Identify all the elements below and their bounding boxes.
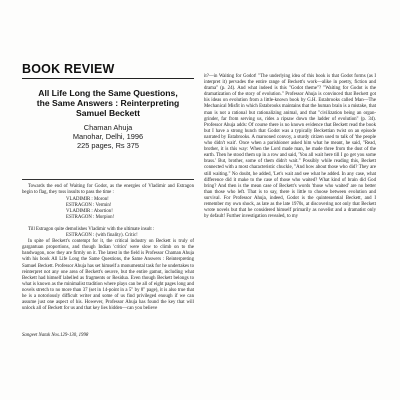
- book-author: Chaman Ahuja: [83, 122, 133, 132]
- intro-paragraph: [22, 184, 194, 196]
- book-publisher: Manohar, Delhi, 1996: [72, 131, 144, 141]
- right-column-text: it?—in Waiting for Godot! "The underlying idea of this book is that Godot forms (as I interpret it) pervades the entire range of Beckett's work—alike in poetry, fiction and drama" (p. 24). And what indeed is this "Godot theme"? "Waiting for Godot is the dramatization of the story of evolution." Professor Ahuja is convinced that Beckett got his ideas on evolution from a little-known book by G.H. Estabrooks called Man—The Mechanical Misfit in which Estabrooks maintains that the human brain is a mistake, that man is not a rational but rationalizing animal, and that "civilization being an organ-grinder, far from serving us, rides a ripsaw down the ladder of evolution" (p. 34). Professor Ahuja adds: Of course there is no known evidence that Beckett read the book but I have a strong hunch that Godot was a typically Beckettian twist on an episode narrated by Estabrooks. A marooned convoy, a sturdy citizen used to talk of 'the people who didn't wait'. Once when a parishioner asked him what he meant, he said, "Read, brother, it is this way: When the Lord made man, he made three from the dust of the earth. Then he stood them up in a row and said, 'You all wait here till I go get you some brass.' But, brother, some of them didn't wait." Possibly while reading this, Beckett connected with a most characteristic chuckle, "And how about those who did? They are still waiting." No doubt, he added, 'Let's wait and see what he added. In any case, what difference did it make to the case of those who waited? What kind of brain did God bring? And then is the mean case of Beckett's words 'those who waited' are no better than those who left. That is to say, there is little to choose between evolution and survival. For Professor Ahuja, indeed, Godot is the quintessential Beckett, and I remember my own shock, as late as the late 1970s, at discovering not only that Beckett wrote novels but that he considered himself primarily as novelist and a dramatist only by default! Further investigation revealed, to my: [204, 74, 376, 220]
- dialogue-line: ESTRAGON : Morpion!: [66, 215, 115, 221]
- book-title: All Life Long the Same Questions, the Same Answers : Reinterpreting Samuel Beckett: [36, 88, 180, 119]
- footer-citation: Sangeet Natak Nos.129-130, 1998: [22, 333, 89, 338]
- book-details-box: [22, 82, 194, 180]
- crushing-line: ESTRAGON : (with finality). Critic!: [66, 233, 138, 239]
- right-column: [204, 74, 376, 220]
- body-paragraph: In spite of Beckett's contempt for it, the critical industry on Beckett is truly of gargantuan proportions, and though Indian 'critics' were slow to climb on to the bandwagon, now they are firmly on it. The latest in the field is Professor Chaman Ahuja with his book All Life Long the Same Questions, the Same Answers : Reinterpreting Samuel Beckett. Professor Ahuja has set himself a monumental task for he undertakes to reinterpret not any one area of Beckett's oeuvre, but the entire gamut, including what Beckett had himself labelled as fragments or Residua. Even though Beckett belongs to what is known as the minimalist tradition where plays can be all of eight pages long and novels stretch to no more than 37 (set in 14-point in a 5" by 8" page), it is also true that he is a notoriously difficult writer and some of us find privileged enough if we can assume just one aspect of his. However, Professor Ahuja has found the key that will unlock all of Beckett for us and that key lies hidden—can you believe: [22, 239, 194, 312]
- left-column-body: [22, 227, 194, 312]
- dialogue-line: ESTRAGON : Vermin!: [66, 203, 112, 209]
- dialogue-line: VLADIMIR : Abortion!: [66, 209, 113, 215]
- dialogue-block: [22, 197, 194, 221]
- book-pages-price: 225 pages, Rs 375: [76, 140, 140, 150]
- dialogue-line: VLADIMIR : Moron!: [66, 197, 109, 202]
- heading-rule: [22, 78, 194, 79]
- section-heading: BOOK REVIEW: [22, 62, 115, 76]
- after-dialogue-text: Till Estragon quite demolishes Vladimir with the ultimate insult :: [28, 227, 155, 232]
- intro-text: Towards the end of Waiting for Godot, as the energies of Vladimir and Estragon begin to flag, they toss insults to pass the time :: [22, 184, 194, 196]
